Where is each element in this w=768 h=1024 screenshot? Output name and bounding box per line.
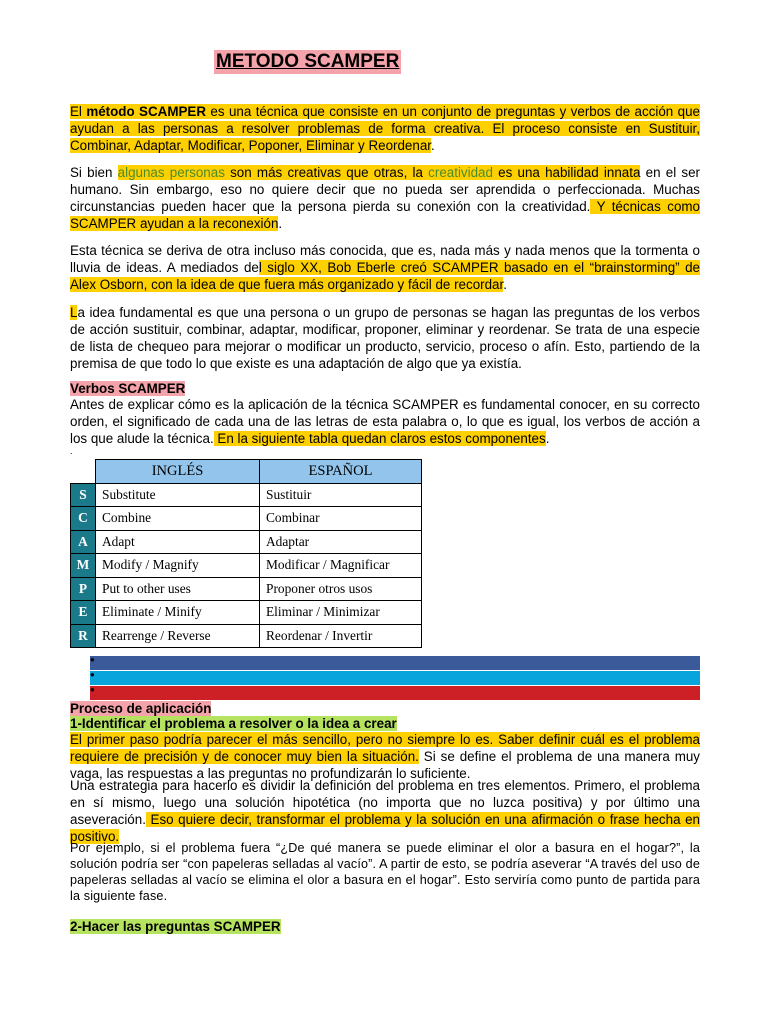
row-english: Modify / Magnify bbox=[96, 554, 260, 578]
p4-b: a idea fundamental es que una persona o un grupo de personas se hagan las preguntas de los verbos de acción sustituir, combinar, adaptar, modificar, proponer, eliminar y reordenar. Se trata de una especie de lista de chequeo para mejorar o modificar un producto, servicio, proceso o afín. Esto, partiendo de la premisa de que todo lo que existe es una adaptación de algo que ya existía. bbox=[70, 305, 700, 371]
bullet: • bbox=[90, 652, 95, 667]
table-header-row bbox=[71, 460, 422, 484]
row-letter: E bbox=[71, 601, 96, 625]
p1-c: es una técnica que consiste en un conjunto de preguntas y verbos de acción que ayudan a las personas a resolver problemas de forma creativa. bbox=[70, 104, 700, 136]
step1-heading bbox=[70, 715, 700, 732]
p3-c: . bbox=[503, 277, 507, 292]
table-corner bbox=[71, 460, 96, 484]
table-row bbox=[71, 624, 422, 648]
proceso-heading-text: Proceso de aplicación bbox=[70, 701, 212, 716]
p5-b: En la siguiente tabla quedan claros estos componentes bbox=[213, 431, 546, 446]
step1-heading-text: 1-Identificar el problema a resolver o la idea a crear bbox=[70, 716, 397, 731]
table-row bbox=[71, 554, 422, 578]
color-bar-blue bbox=[90, 652, 700, 670]
row-english: Put to other uses bbox=[96, 577, 260, 601]
stray-dot: . bbox=[70, 446, 73, 456]
table-row bbox=[71, 601, 422, 625]
row-letter: C bbox=[71, 507, 96, 531]
p2-f: en el ser humano. Sin embargo, eso no quiere decir que no pueda ser aprendida o perfeccionada. Muchas circunstancias pueden hacer que la persona pierda su conexión con la creatividad. bbox=[70, 165, 700, 214]
row-spanish: Adaptar bbox=[260, 530, 422, 554]
p5-a: Antes de explicar cómo es la aplicación de la técnica SCAMPER es fundamental conocer, en su correcto orden, el significado de cada una de las letras de esta palabra o, lo que es igual, los verbos de acción a los que alude la técnica. bbox=[70, 397, 700, 446]
row-letter: P bbox=[71, 577, 96, 601]
p3-b: l siglo XX, Bob Eberle creó SCAMPER basado en el “brainstorming” de Alex Osborn, con la idea de que fuera más organizado y fácil de recordar bbox=[70, 260, 700, 292]
table-row bbox=[71, 483, 422, 507]
row-english: Combine bbox=[96, 507, 260, 531]
strategy-paragraph bbox=[70, 777, 700, 845]
p6-b: Si se define el problema de una manera muy vaga, las respuestas a las preguntas no profundizarán lo suficiente. bbox=[70, 749, 701, 781]
page-title: METODO SCAMPER bbox=[216, 51, 400, 72]
example-paragraph: Por ejemplo, si el problema fuera “¿De qué manera se puede eliminar el olor a basura en el hogar?”, la solución podría ser “con papeleras selladas al vacío”. A partir de esto, se podría aseverar “A través del uso de papeleras selladas al vacío se elimina el olor a basura en el hogar”. Esto serviría como punto de partida para la siguiente fase. bbox=[70, 841, 700, 903]
verbos-heading-text: Verbos SCAMPER bbox=[70, 381, 186, 396]
step2-heading-text: 2-Hacer las preguntas SCAMPER bbox=[70, 919, 281, 934]
intro-paragraph bbox=[70, 103, 700, 154]
p1-e: . bbox=[431, 138, 435, 153]
p1-d: El proceso consiste en Sustituir, Combinar, Adaptar, Modificar, Poponer, Eliminar y Reordenar bbox=[70, 121, 700, 153]
p2-e: es una habilidad innata bbox=[492, 165, 641, 180]
creativity-paragraph bbox=[70, 164, 700, 232]
row-letter: S bbox=[71, 483, 96, 507]
p2-d: creatividad bbox=[428, 165, 493, 180]
bullet: • bbox=[90, 682, 95, 697]
step1-paragraph bbox=[70, 731, 700, 782]
row-spanish: Sustituir bbox=[260, 483, 422, 507]
row-english: Eliminate / Minify bbox=[96, 601, 260, 625]
table-row bbox=[71, 577, 422, 601]
idea-paragraph bbox=[70, 304, 700, 372]
row-spanish: Proponer otros usos bbox=[260, 577, 422, 601]
verbos-paragraph bbox=[70, 396, 700, 447]
row-english: Substitute bbox=[96, 483, 260, 507]
p1-bold: método SCAMPER bbox=[86, 104, 207, 119]
row-spanish: Eliminar / Minimizar bbox=[260, 601, 422, 625]
row-letter: M bbox=[71, 554, 96, 578]
p1-a: El bbox=[70, 104, 87, 119]
header-espanol: ESPAÑOL bbox=[260, 460, 422, 484]
p2-h: . bbox=[278, 216, 283, 231]
verbos-heading bbox=[70, 380, 700, 397]
bullet: • bbox=[90, 667, 95, 682]
color-bar-cyan bbox=[90, 667, 700, 685]
row-spanish: Modificar / Magnificar bbox=[260, 554, 422, 578]
p7-a: Una estrategia para hacerlo es dividir la definición del problema en tres elementos. Primero, el problema en sí mismo, luego una solución hipotética (no importa que no luzca positiva) y por último una aseveración. bbox=[70, 778, 700, 827]
row-letter: A bbox=[71, 530, 96, 554]
p7-b: Eso quiere decir, transformar el problema y la solución en una afirmación o frase hecha en positivo. bbox=[70, 812, 700, 844]
color-bar-red bbox=[90, 682, 700, 700]
row-letter: R bbox=[71, 624, 96, 648]
p3-a: Esta técnica se deriva de otra incluso más conocida, que es, nada más y nada menos que la tormenta o lluvia de ideas. A mediados de bbox=[70, 243, 700, 275]
p4-a: L bbox=[70, 305, 78, 320]
row-english: Rearrenge / Reverse bbox=[96, 624, 260, 648]
p2-b: algunas personas bbox=[117, 165, 225, 180]
step2-heading bbox=[70, 918, 700, 935]
table-row bbox=[71, 507, 422, 531]
header-ingles: INGLÉS bbox=[96, 460, 260, 484]
p6-a: El primer paso podría parecer el más sencillo, pero no siempre lo es. Saber definir cuál es el problema requiere de precisión y de conocer muy bien la situación. bbox=[70, 732, 700, 764]
table-row bbox=[71, 530, 422, 554]
row-spanish: Combinar bbox=[260, 507, 422, 531]
scamper-table bbox=[70, 459, 422, 648]
p5-c: . bbox=[545, 431, 550, 446]
p2-g: Y técnicas como SCAMPER ayudan a la reconexión bbox=[70, 199, 700, 231]
row-english: Adapt bbox=[96, 530, 260, 554]
row-spanish: Reordenar / Invertir bbox=[260, 624, 422, 648]
origin-paragraph bbox=[70, 242, 700, 293]
p2-a: Si bien bbox=[70, 165, 118, 180]
p2-c: son más creativas que otras, la bbox=[224, 165, 429, 180]
